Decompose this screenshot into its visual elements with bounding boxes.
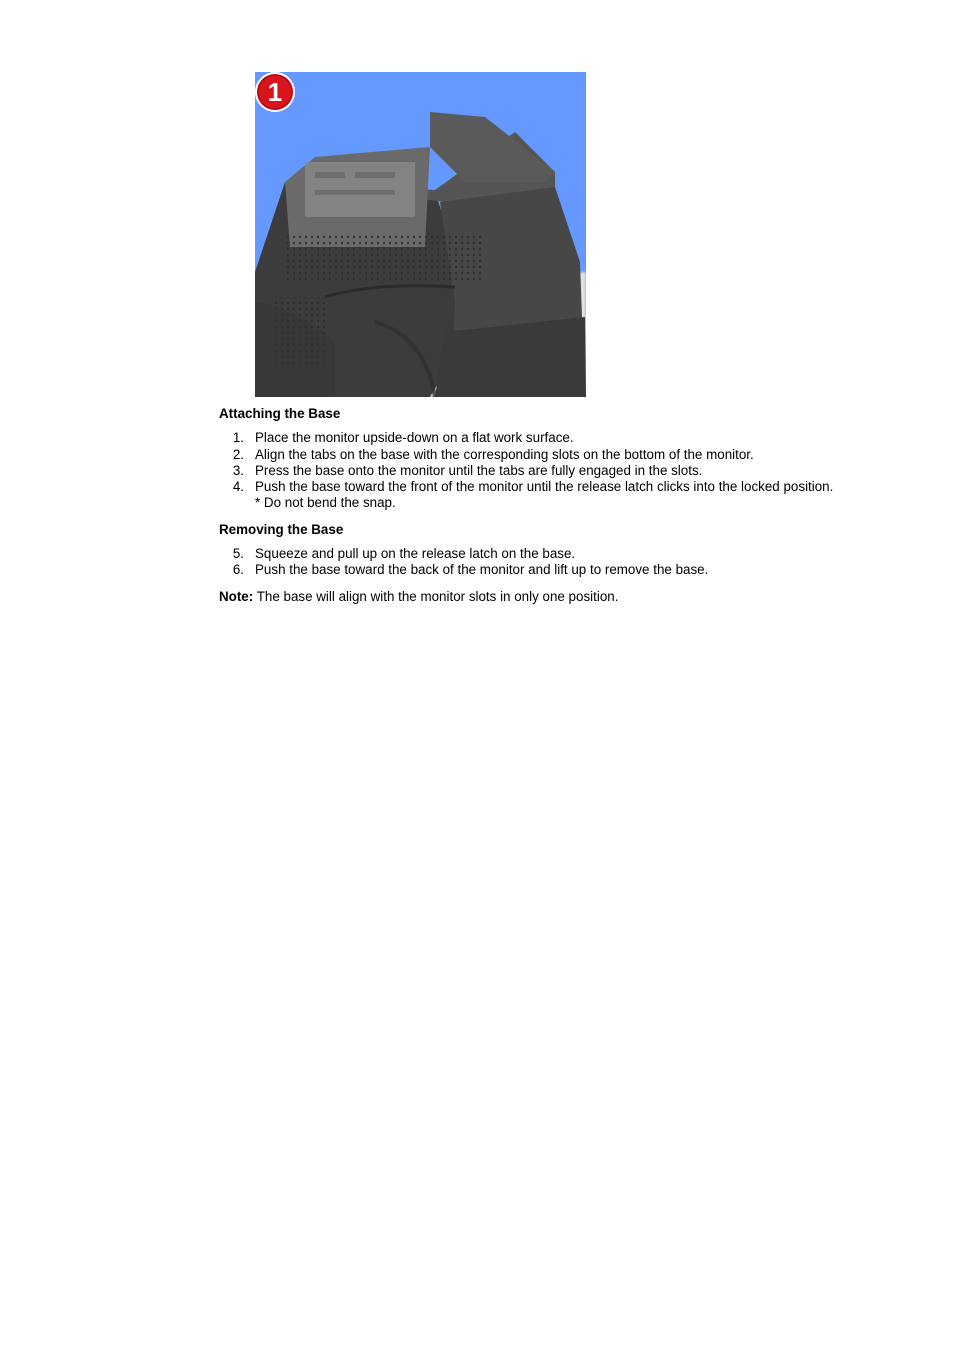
list-item: 4. Push the base toward the front of the monitor until the release latch clicks into the locked position. * Do not bend the snap.: [219, 479, 859, 512]
list-item: 5. Squeeze and pull up on the release latch on the base.: [232, 546, 576, 562]
note-label: Note:: [219, 588, 254, 604]
list-item: 1. Place the monitor upside-down on a flat work surface.: [232, 430, 574, 446]
snap-warning: * Do not bend the snap.: [255, 495, 396, 511]
instructions: [219, 406, 859, 605]
attaching-heading: Attaching the Base: [219, 406, 341, 421]
step-badge-number: 1: [267, 77, 283, 107]
removing-heading: Removing the Base: [219, 521, 344, 537]
list-item: 2. Align the tabs on the base with the corresponding slots on the bottom of the monitor.: [232, 446, 754, 462]
list-item: 6. Push the base toward the back of the monitor and lift up to remove the base.: [232, 562, 709, 578]
attaching-steps: [219, 430, 859, 511]
note-text: The base will align with the monitor slots in only one position.: [253, 588, 619, 604]
monitor-illustration: [255, 72, 586, 397]
step-badge: [256, 73, 294, 111]
vent-grille-top: [285, 232, 485, 282]
removing-steps: [219, 546, 859, 579]
list-item: 3. Press the base onto the monitor until the tabs are fully engaged in the slots.: [232, 462, 703, 478]
note-paragraph: [219, 589, 859, 605]
monitor-base-photo: [255, 72, 586, 397]
label-plate: [305, 162, 415, 217]
